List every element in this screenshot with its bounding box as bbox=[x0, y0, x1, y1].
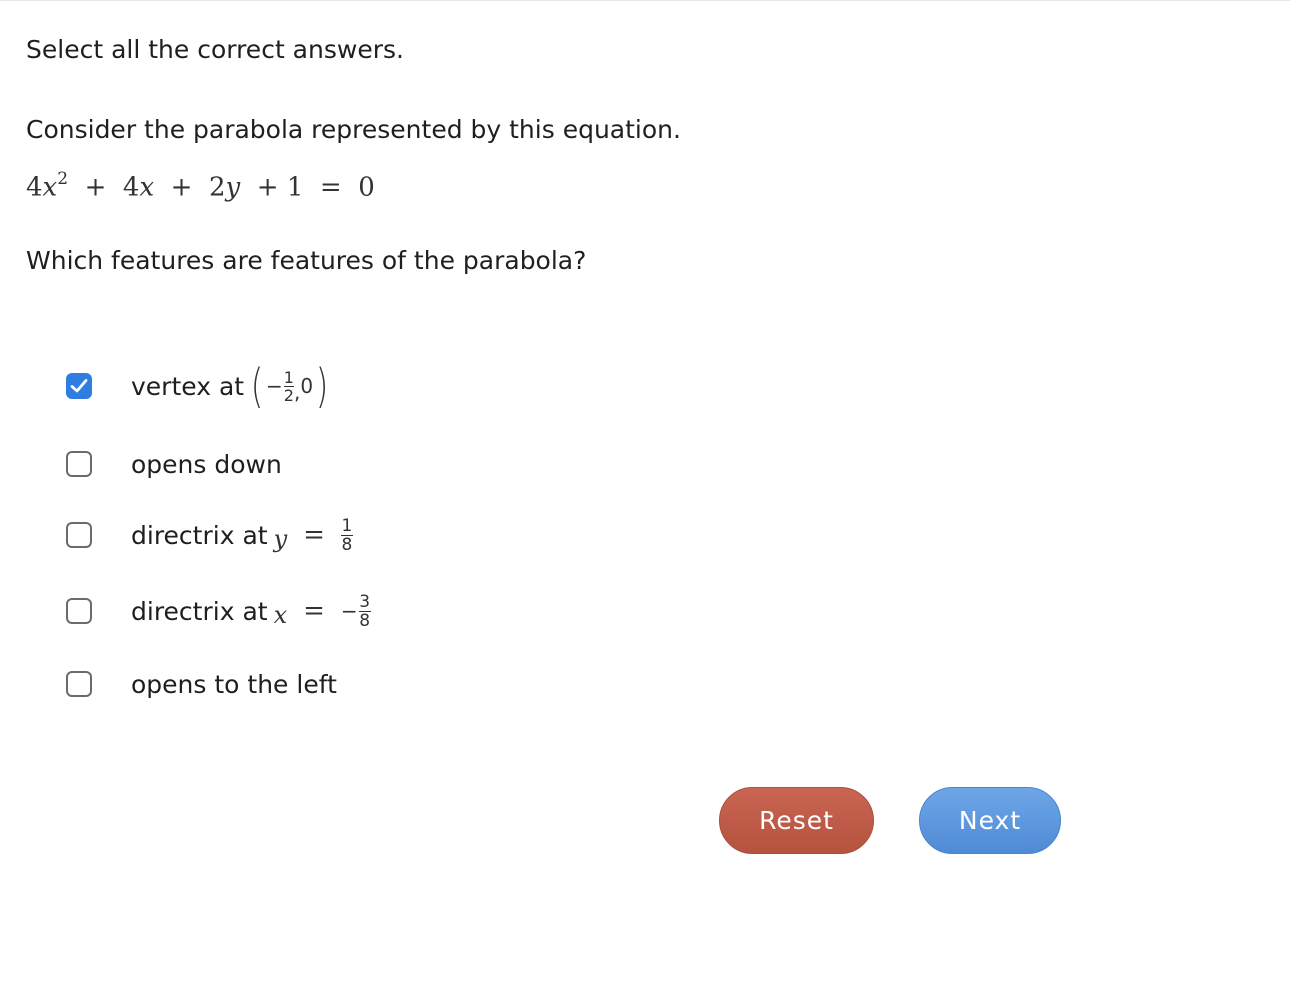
option-directrix-y-label: directrix at bbox=[131, 520, 268, 550]
option-opens-down[interactable] bbox=[66, 444, 282, 484]
vertex-x-fraction bbox=[284, 369, 294, 404]
option-vertex[interactable] bbox=[66, 359, 331, 413]
eq-var-y: y bbox=[225, 172, 241, 203]
eq-exponent: 2 bbox=[57, 169, 69, 189]
directrix-y-numerator: 1 bbox=[341, 515, 353, 536]
vertex-y-value: 0 bbox=[300, 374, 314, 398]
eq-plus-3: + bbox=[256, 172, 279, 203]
vertex-close-paren: ) bbox=[315, 359, 329, 413]
eq-plus-2: + bbox=[170, 172, 193, 203]
vertex-x-denominator: 2 bbox=[283, 385, 294, 405]
eq-term-x: 4 bbox=[122, 172, 140, 203]
next-button[interactable]: Next bbox=[919, 787, 1061, 854]
vertex-separator: , bbox=[293, 380, 301, 404]
option-opens-left-label: opens to the left bbox=[131, 669, 337, 699]
eq-rhs: 0 bbox=[358, 172, 375, 203]
checkbox-directrix-y[interactable] bbox=[66, 522, 92, 548]
eq-constant: 1 bbox=[286, 172, 304, 203]
question-text: Which features are features of the parabola? bbox=[26, 246, 587, 275]
directrix-y-math bbox=[274, 517, 353, 554]
checkbox-opens-down[interactable] bbox=[66, 451, 92, 477]
directrix-y-var: y bbox=[273, 525, 288, 553]
vertex-minus: − bbox=[266, 374, 283, 398]
intro-text: Consider the parabola represented by this equation. bbox=[26, 115, 681, 144]
directrix-y-fraction bbox=[341, 517, 353, 554]
vertex-math bbox=[248, 359, 331, 413]
directrix-x-var: x bbox=[273, 601, 288, 629]
directrix-x-denominator: 8 bbox=[359, 610, 371, 631]
option-directrix-x-label: directrix at bbox=[131, 596, 268, 626]
vertex-x-numerator: 1 bbox=[283, 367, 294, 387]
checkbox-directrix-x[interactable] bbox=[66, 598, 92, 624]
eq-var-x-2: x bbox=[139, 172, 155, 203]
directrix-y-denominator: 8 bbox=[341, 534, 353, 555]
checkbox-vertex[interactable] bbox=[66, 373, 92, 399]
eq-var-x: x bbox=[42, 172, 58, 203]
option-vertex-label: vertex at bbox=[131, 371, 245, 401]
eq-term-y: 2 bbox=[208, 172, 226, 203]
checkbox-opens-left[interactable] bbox=[66, 671, 92, 697]
eq-coef-x2: 4 bbox=[26, 172, 43, 203]
option-opens-left[interactable] bbox=[66, 664, 337, 704]
directrix-x-math bbox=[274, 593, 371, 630]
parabola-equation bbox=[26, 171, 375, 203]
option-directrix-y[interactable] bbox=[66, 515, 353, 555]
option-directrix-x[interactable] bbox=[66, 591, 371, 631]
directrix-x-equals: = bbox=[303, 596, 325, 626]
directrix-y-equals: = bbox=[303, 520, 325, 550]
directrix-x-fraction bbox=[359, 593, 371, 630]
eq-equals: = bbox=[319, 172, 342, 203]
checkmark-icon bbox=[70, 378, 88, 394]
eq-plus-1: + bbox=[84, 172, 107, 203]
directrix-x-numerator: 3 bbox=[359, 591, 371, 612]
directrix-x-minus: − bbox=[340, 599, 358, 623]
instructions-text: Select all the correct answers. bbox=[26, 35, 404, 64]
vertex-open-paren: ( bbox=[250, 359, 264, 413]
reset-button[interactable]: Reset bbox=[719, 787, 874, 854]
option-opens-down-label: opens down bbox=[131, 449, 282, 479]
